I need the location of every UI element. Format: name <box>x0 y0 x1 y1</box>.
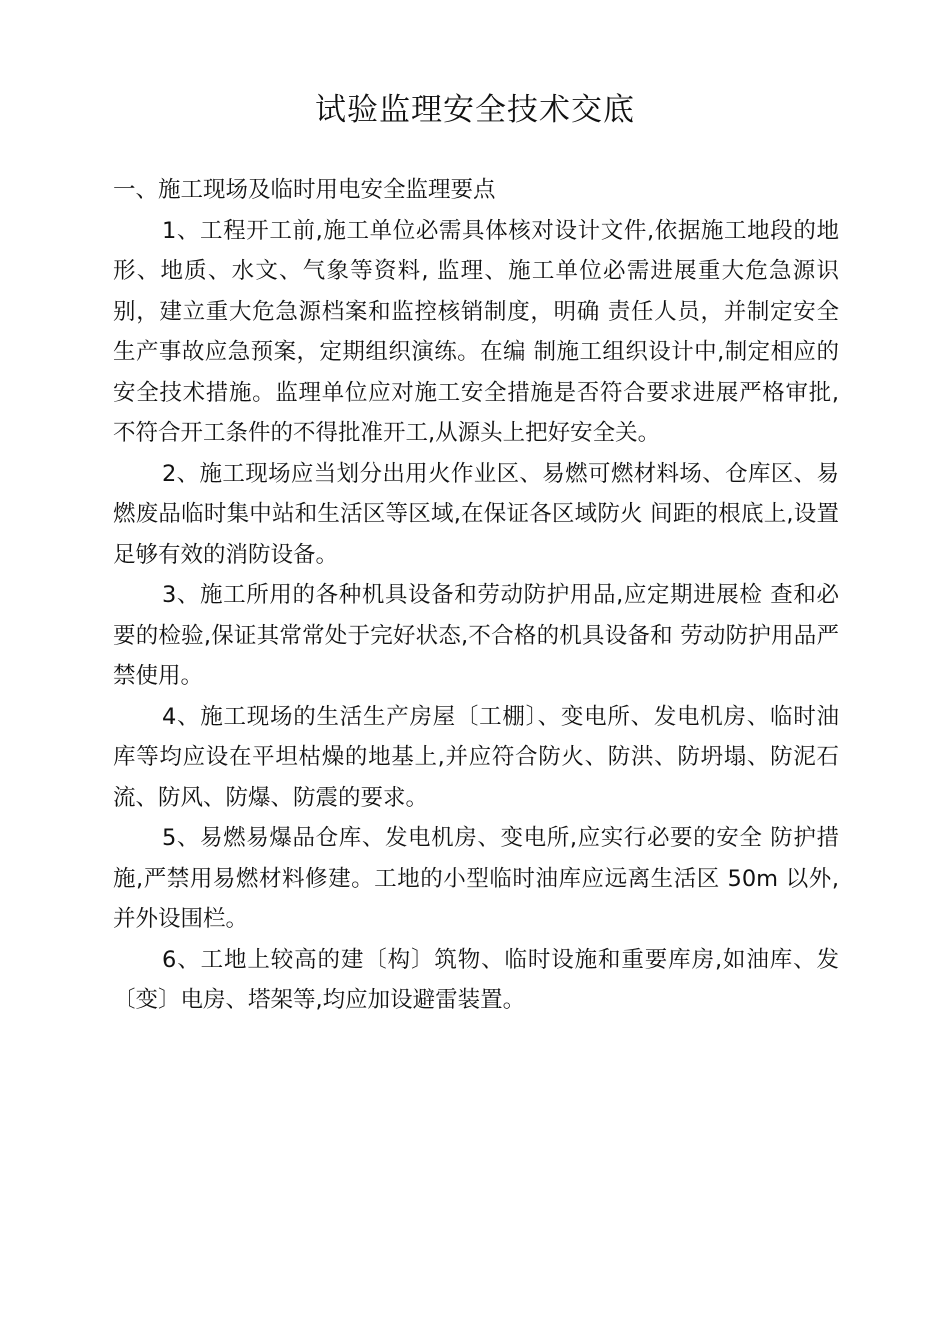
document-body <box>113 170 839 1021</box>
paragraph-2: 2、施工现场应当划分出用火作业区、易燃可燃材料场、仓库区、易燃废品临时集中站和生活区等区域,在保证各区域防火 间距的根底上,设置足够有效的消防设备。 <box>113 460 839 568</box>
paragraph-4: 4、施工现场的生活生产房屋〔工棚〕、变电所、发电机房、临时油库等均应设在平坦枯燥的地基上,并应符合防火、防洪、防坍塌、防泥石流、防风、防爆、防震的要求。 <box>113 703 839 811</box>
section-heading: 一、施工现场及临时用电安全监理要点 <box>113 177 496 203</box>
paragraph-3: 3、施工所用的各种机具设备和劳动防护用品,应定期进展检 查和必要的检验,保证其常常处于完好状态,不合格的机具设备和 劳动防护用品严禁使用。 <box>113 582 839 689</box>
paragraph-1: 1、工程开工前,施工单位必需具体核对设计文件,依据施工地段的地形、地质、水文、气象等资料, 监理、施工单位必需进展重大危急源识别，建立重大危急源档案和监控核销制度，明确 责任人员，并制定安全生产事故应急预案，定期组织演练。在编 制施工组织设计中,制定相应的安全技术措施。监理单位应对施工安全措施是否符合要求进展严格审批,不符合开工条件的不得批准开工,从源头上把好安全关。 <box>113 217 839 446</box>
page-title: 试验监理安全技术交底 <box>315 92 635 128</box>
paragraph-5: 5、易燃易爆品仓库、发电机房、变电所,应实行必要的安全 防护措施,严禁用易燃材料修建。工地的小型临时油库应远离生活区 50m 以外,并外设围栏。 <box>113 825 839 932</box>
paragraph-6: 6、工地上较高的建〔构〕筑物、临时设施和重要库房,如油库、发〔变〕电房、塔架等,均应加设避雷装置。 <box>113 946 839 1013</box>
